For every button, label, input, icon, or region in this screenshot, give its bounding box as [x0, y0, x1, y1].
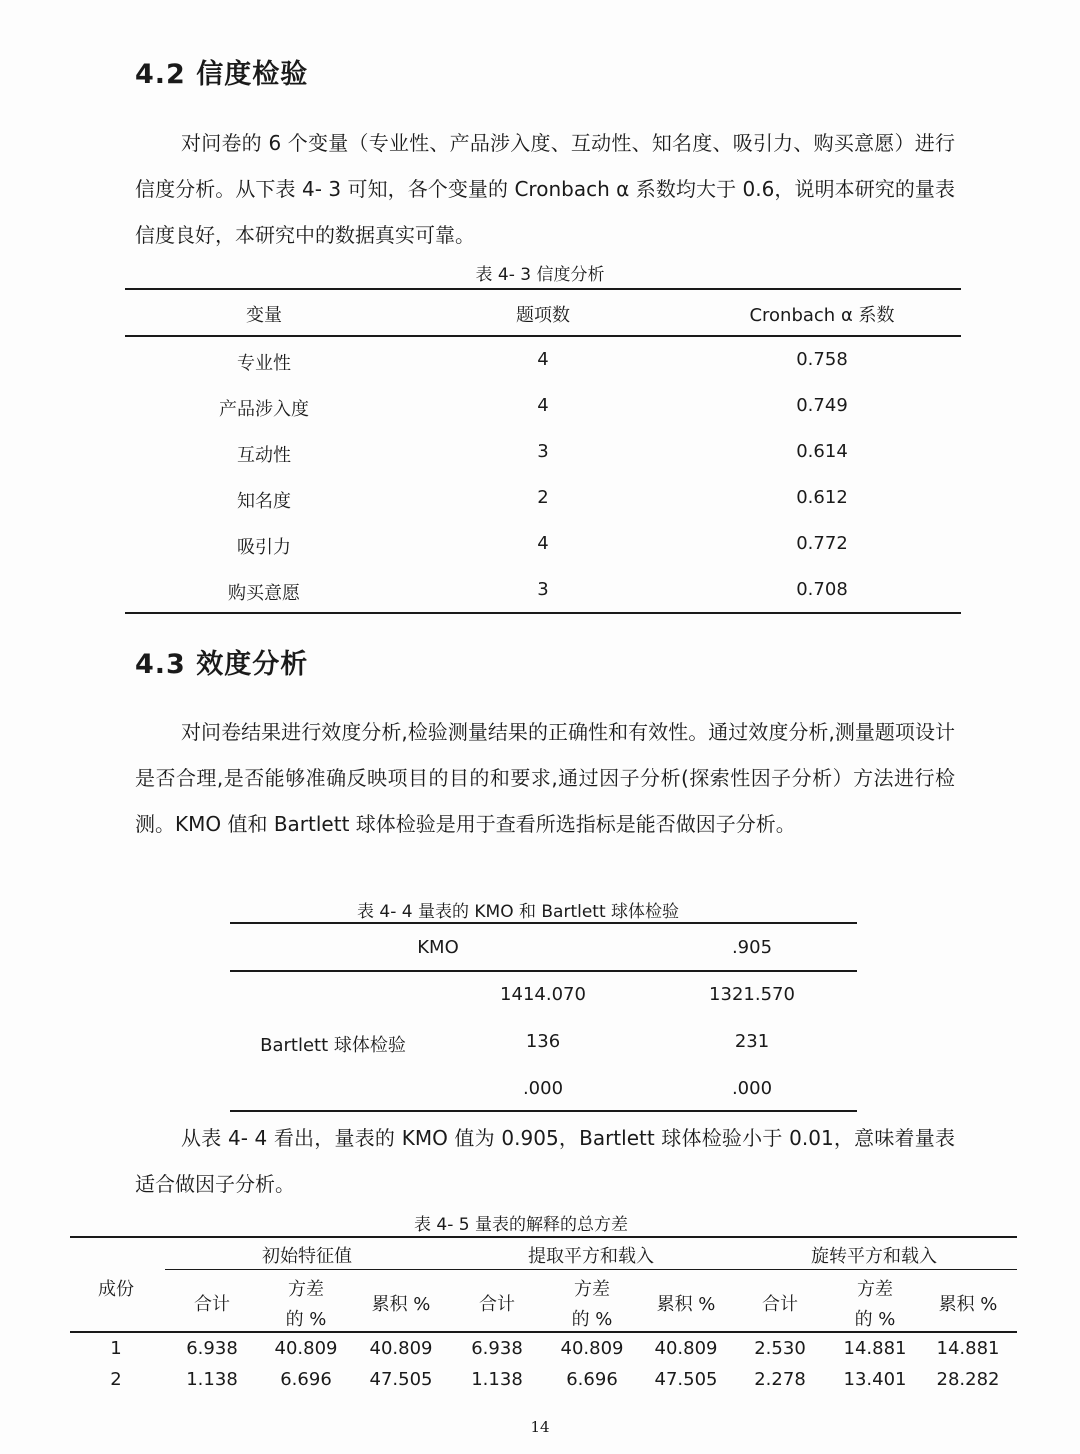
table-cell: 2.530 — [754, 1338, 806, 1359]
table-cell: 14.881 — [936, 1338, 1000, 1359]
table-cell: 产品涉入度 — [219, 399, 309, 420]
table-cell: .000 — [731, 1078, 773, 1099]
table-4-5-sub-total: 合计 — [762, 1294, 798, 1315]
table-4-5-top-rule — [70, 1236, 1017, 1238]
table-cell: 231 — [734, 1031, 770, 1052]
table-4-5-sub-total: 合计 — [194, 1294, 230, 1315]
table-cell: 14.881 — [843, 1338, 907, 1359]
table-cell: 40.809 — [560, 1338, 624, 1359]
table-4-4-mid-rule — [230, 970, 857, 972]
table-cell: 互动性 — [237, 445, 291, 466]
table-cell: 2 — [110, 1369, 122, 1390]
table-cell: 2 — [537, 487, 549, 508]
table-cell: .000 — [522, 1078, 564, 1099]
table-4-5-sub-cum: 累积 % — [371, 1294, 431, 1315]
table-cell: 1414.070 — [500, 984, 586, 1005]
table-4-5-header-rule — [70, 1331, 1017, 1333]
table-cell: 4 — [537, 349, 549, 370]
table-cell: 4 — [537, 533, 549, 554]
paragraph-reliability: 对问卷的 6 个变量（专业性、产品涉入度、互动性、知名度、吸引力、购买意愿）进行信度分析。从下表 4- 3 可知，各个变量的 Cronbach α 系数均大于 0.6，说明本研究的量表信度良好，本研究中的数据真实可靠。 — [135, 131, 955, 247]
table-4-5-sub-var: 方差 — [574, 1279, 610, 1300]
table-4-5-sub-var-pct: 的 % — [571, 1309, 613, 1330]
paragraph-validity: 对问卷结果进行效度分析,检验测量结果的正确性和有效性。通过效度分析,测量题项设计是否合理,是否能够准确反映项目的目的和要求,通过因子分析(探索性因子分析）方法进行检测。KMO 值和 Bartlett 球体检验是用于查看所选指标是能否做因子分析。 — [135, 720, 955, 836]
table-cell: 专业性 — [237, 353, 291, 374]
table-cell: 购买意愿 — [228, 583, 300, 604]
section-heading-4-3: 4.3 效度分析 — [135, 649, 309, 680]
table-cell: 0.772 — [796, 533, 848, 554]
table-4-4-caption: 表 4- 4 量表的 KMO 和 Bartlett 球体检验 — [357, 902, 680, 922]
table-4-4-kmo-label: KMO — [417, 937, 459, 958]
table-4-5-component-label: 成份 — [98, 1279, 134, 1300]
table-cell: 40.809 — [369, 1338, 433, 1359]
table-4-5-caption: 表 4- 5 量表的解释的总方差 — [414, 1215, 628, 1235]
table-cell: 0.749 — [796, 395, 848, 416]
table-4-5-sub-total: 合计 — [479, 1294, 515, 1315]
table-4-5-sub-var-pct: 的 % — [854, 1309, 896, 1330]
table-4-5-sub-var-pct: 的 % — [285, 1309, 327, 1330]
table-cell: 6.938 — [186, 1338, 238, 1359]
table-4-3-header-rule — [125, 335, 961, 337]
table-4-5-sub-cum: 累积 % — [656, 1294, 716, 1315]
table-4-4-bartlett-label: Bartlett 球体检验 — [260, 1035, 406, 1056]
table-4-5-sub-cum: 累积 % — [938, 1294, 998, 1315]
table-cell: 47.505 — [369, 1369, 433, 1390]
table-cell: 6.696 — [280, 1369, 332, 1390]
table-cell: 6.938 — [471, 1338, 523, 1359]
table-4-4-kmo-value: .905 — [731, 937, 773, 958]
table-cell: 40.809 — [274, 1338, 338, 1359]
table-4-3-caption: 表 4- 3 信度分析 — [475, 265, 605, 285]
table-4-5-group-extraction: 提取平方和载入 — [528, 1246, 654, 1267]
table-4-5-group-rule — [165, 1269, 1017, 1270]
table-cell: 3 — [537, 579, 549, 600]
table-cell: 0.614 — [796, 441, 848, 462]
paragraph-kmo-result: 从表 4- 4 看出，量表的 KMO 值为 0.905，Bartlett 球体检验小于 0.01，意味着量表适合做因子分析。 — [135, 1126, 955, 1196]
table-4-3-header-alpha: Cronbach α 系数 — [749, 305, 895, 326]
table-4-3-header-items: 题项数 — [516, 305, 570, 326]
table-cell: 28.282 — [936, 1369, 1000, 1390]
table-cell: 知名度 — [237, 491, 291, 512]
table-cell: 136 — [525, 1031, 561, 1052]
table-cell: 13.401 — [843, 1369, 907, 1390]
table-4-3-header-variable: 变量 — [246, 305, 282, 326]
table-cell: 1321.570 — [709, 984, 795, 1005]
table-cell: 吸引力 — [237, 537, 291, 558]
table-cell: 0.708 — [796, 579, 848, 600]
table-cell: 1 — [110, 1338, 122, 1359]
table-cell: 1.138 — [186, 1369, 238, 1390]
table-cell: 3 — [537, 441, 549, 462]
table-4-4-top-rule — [230, 922, 857, 924]
table-cell: 47.505 — [654, 1369, 718, 1390]
table-4-5-sub-var: 方差 — [857, 1279, 893, 1300]
table-4-5-group-initial: 初始特征值 — [262, 1246, 352, 1267]
table-cell: 40.809 — [654, 1338, 718, 1359]
table-cell: 1.138 — [471, 1369, 523, 1390]
table-4-3-top-rule — [125, 288, 961, 290]
page-number: 14 — [530, 1418, 550, 1436]
table-cell: 0.612 — [796, 487, 848, 508]
table-4-5-group-rotation: 旋转平方和载入 — [811, 1246, 937, 1267]
table-4-5-sub-var: 方差 — [288, 1279, 324, 1300]
table-cell: 4 — [537, 395, 549, 416]
section-heading-4-2: 4.2 信度检验 — [135, 59, 309, 90]
table-cell: 2.278 — [754, 1369, 806, 1390]
table-cell: 6.696 — [566, 1369, 618, 1390]
table-4-4-bottom-rule — [230, 1110, 857, 1112]
table-cell: 0.758 — [796, 349, 848, 370]
table-4-3-bottom-rule — [125, 612, 961, 614]
